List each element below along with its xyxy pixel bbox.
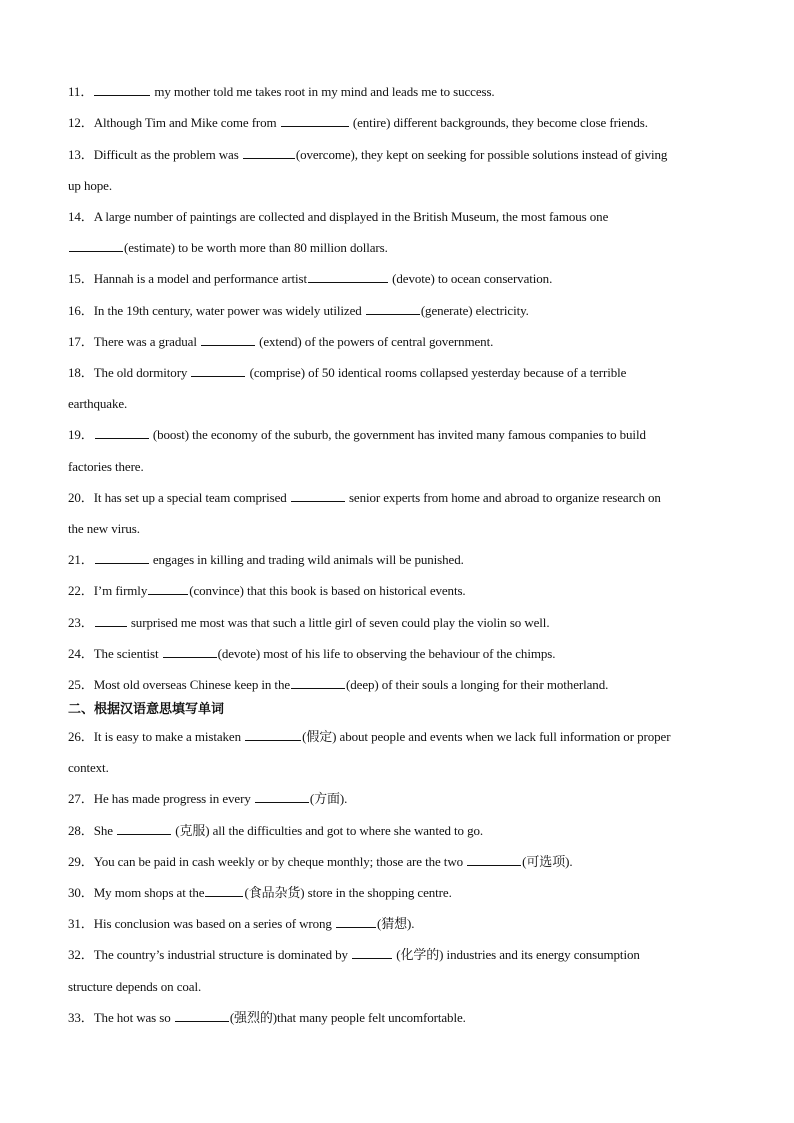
question-29: 29．You can be paid in cash weekly or by cheque monthly; those are the two (可选项). bbox=[68, 854, 573, 869]
question-25: 25．Most old overseas Chinese keep in the (deep) of their souls a longing for their motherland. bbox=[68, 677, 609, 692]
answer-blank[interactable] bbox=[255, 791, 309, 803]
answer-blank[interactable] bbox=[95, 427, 149, 439]
question-30: 30．My mom shops at the (食品杂货) store in the shopping centre. bbox=[68, 885, 452, 900]
question-20-continuation: the new virus. bbox=[68, 521, 140, 536]
answer-blank[interactable] bbox=[69, 240, 123, 252]
question-13-continuation: up hope. bbox=[68, 178, 112, 193]
question-number: 11． bbox=[68, 84, 94, 99]
answer-blank[interactable] bbox=[291, 677, 345, 689]
question-31: 31．His conclusion was based on a series of wrong (猜想). bbox=[68, 916, 415, 931]
question-20: 20．It has set up a special team comprised senior experts from home and abroad to organize research on bbox=[68, 490, 661, 505]
answer-blank[interactable] bbox=[148, 583, 188, 595]
question-23: 23． surprised me most was that such a little girl of seven could play the violin so well. bbox=[68, 615, 550, 630]
question-26-continuation: context. bbox=[68, 760, 109, 775]
answer-blank[interactable] bbox=[281, 115, 349, 127]
answer-blank[interactable] bbox=[95, 552, 149, 564]
question-13: 13．Difficult as the problem was (overcome), they kept on seeking for possible solutions instead of giving bbox=[68, 147, 668, 162]
answer-blank[interactable] bbox=[352, 947, 392, 959]
question-18: 18．The old dormitory (comprise) of 50 identical rooms collapsed yesterday because of a terrible bbox=[68, 365, 627, 380]
question-22: 22．I’m firmly (convince) that this book is based on historical events. bbox=[68, 583, 466, 598]
section-heading: 二、根据汉语意思填写单词 bbox=[68, 702, 225, 717]
question-26: 26．It is easy to make a mistaken (假定) about people and events when we lack full information or proper bbox=[68, 729, 671, 744]
question-14-continuation: (estimate) to be worth more than 80 million dollars. bbox=[68, 240, 728, 256]
question-24: 24．The scientist (devote) most of his life to observing the behaviour of the chimps. bbox=[68, 646, 556, 661]
question-16: 16．In the 19th century, water power was widely utilized (generate) electricity. bbox=[68, 303, 529, 318]
question-19: 19． (boost) the economy of the suburb, the government has invited many famous companies to build bbox=[68, 427, 646, 442]
question-27: 27．He has made progress in every (方面). bbox=[68, 791, 348, 806]
answer-blank[interactable] bbox=[467, 854, 521, 866]
question-19-continuation: factories there. bbox=[68, 459, 144, 474]
answer-blank[interactable] bbox=[201, 334, 255, 346]
answer-blank[interactable] bbox=[366, 303, 420, 315]
question-18-continuation: earthquake. bbox=[68, 396, 128, 411]
question-32-continuation: structure depends on coal. bbox=[68, 979, 202, 994]
question-15: 15．Hannah is a model and performance artist (devote) to ocean conservation. bbox=[68, 271, 553, 286]
answer-blank[interactable] bbox=[308, 271, 388, 283]
answer-blank[interactable] bbox=[243, 147, 295, 159]
answer-blank[interactable] bbox=[291, 490, 345, 502]
question-32: 32．The country’s industrial structure is dominated by (化学的) industries and its energy consumption bbox=[68, 947, 640, 962]
answer-blank[interactable] bbox=[94, 84, 150, 96]
answer-blank[interactable] bbox=[191, 365, 245, 377]
question-11: 11． my mother told me takes root in my mind and leads me to success. bbox=[68, 84, 495, 99]
question-33: 33．The hot was so (强烈的)that many people felt uncomfortable. bbox=[68, 1010, 466, 1025]
question-12: 12．Although Tim and Mike come from (entire) different backgrounds, they become close friends. bbox=[68, 115, 648, 130]
question-28: 28．She (克服) all the difficulties and got to where she wanted to go. bbox=[68, 823, 484, 838]
answer-blank[interactable] bbox=[163, 646, 217, 658]
answer-blank[interactable] bbox=[205, 885, 243, 897]
question-21: 21． engages in killing and trading wild animals will be punished. bbox=[68, 552, 464, 567]
question-14: 14．A large number of paintings are collected and displayed in the British Museum, the most famous one bbox=[68, 209, 609, 224]
answer-blank[interactable] bbox=[245, 729, 301, 741]
answer-blank[interactable] bbox=[175, 1010, 229, 1022]
question-17: 17．There was a gradual (extend) of the powers of central government. bbox=[68, 334, 494, 349]
answer-blank[interactable] bbox=[117, 823, 171, 835]
answer-blank[interactable] bbox=[95, 615, 127, 627]
answer-blank[interactable] bbox=[336, 916, 376, 928]
